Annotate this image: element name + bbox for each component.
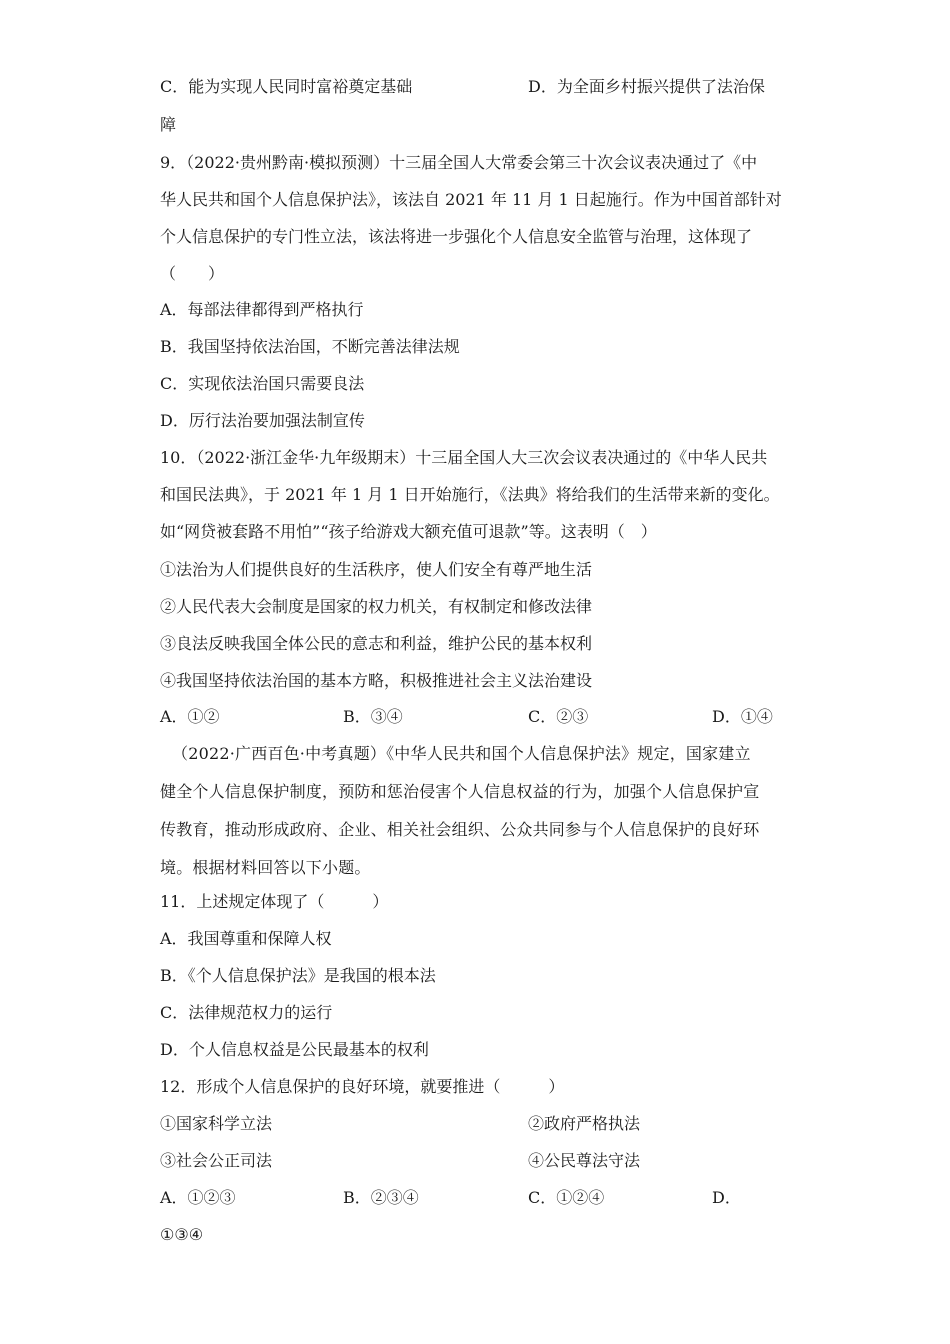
q11-option-d: D．个人信息权益是公民最基本的权利 [160,1040,429,1059]
material-line: 境。根据材料回答以下小题。 [160,858,371,877]
q9-option-c: C．实现依法治国只需要良法 [160,374,365,393]
q12-statement-3: ③社会公正司法 [160,1151,273,1170]
q11-option-a: A．我国尊重和保障人权 [160,929,332,948]
q8-option-c: C．能为实现人民同时富裕奠定基础 [160,77,413,96]
q10-option-d: D．①④ [712,707,773,726]
q9-option-d: D．厉行法治要加强法制宣传 [160,411,365,430]
q10-statement-3: ③良法反映我国全体公民的意志和利益，维护公民的基本权利 [160,634,593,653]
q12-option-c: C．①②④ [528,1188,605,1207]
q12-option-a: A．①②③ [160,1188,236,1207]
q11-stem: 11．上述规定体现了（ ） [160,892,389,911]
q12-statement-1: ①国家科学立法 [160,1114,273,1133]
q9-option-b: B．我国坚持依法治国，不断完善法律法规 [160,337,460,356]
q9-stem-line: 个人信息保护的专门性立法，该法将进一步强化个人信息安全监管与治理，这体现了 [160,227,753,246]
q10-statement-2: ②人民代表大会制度是国家的权力机关，有权制定和修改法律 [160,597,593,616]
material-line: （2022·广西百色·中考真题）《中华人民共和国个人信息保护法》规定，国家建立 [172,744,751,763]
q8-option-d-continued: 障 [160,115,177,134]
q12-option-d-continued: ①③④ [160,1225,204,1244]
material-line: 传教育，推动形成政府、企业、相关社会组织、公众共同参与个人信息保护的良好环 [160,820,760,839]
q10-stem-line: 10．（2022·浙江金华·九年级期末）十三届全国人大三次会议表决通过的《中华人民共 [160,448,768,467]
q10-statement-1: ①法治为人们提供良好的生活秩序，使人们安全有尊严地生活 [160,560,593,579]
q12-statement-2: ②政府严格执法 [528,1114,641,1133]
q8-option-d: D．为全面乡村振兴提供了法治保 [528,77,765,96]
q10-stem-line: 如“网贷被套路不用怕”“孩子给游戏大额充值可退款”等。这表明（ ） [160,522,657,541]
q10-stem-line: 和国民法典》，于 2021 年 1 月 1 日开始施行，《法典》将给我们的生活带来新的变化。 [160,485,780,504]
q9-stem-line: 华人民共和国个人信息保护法》，该法自 2021 年 11 月 1 日起施行。作为中国首部针对 [160,190,782,209]
q10-option-a: A．①② [160,707,220,726]
q10-statement-4: ④我国坚持依法治国的基本方略，积极推进社会主义法治建设 [160,671,593,690]
q9-stem-line: 9．（2022·贵州黔南·模拟预测）十三届全国人大常委会第三十次会议表决通过了《中 [160,153,758,172]
q9-answer-blank: （ ） [160,264,225,283]
q12-option-d: D． [712,1188,741,1207]
q9-option-a: A．每部法律都得到严格执行 [160,300,364,319]
q10-option-b: B．③④ [343,707,403,726]
q10-option-c: C．②③ [528,707,589,726]
q12-option-b: B．②③④ [343,1188,419,1207]
material-line: 健全个人信息保护制度，预防和惩治侵害个人信息权益的行为，加强个人信息保护宣 [160,782,760,801]
q12-statement-4: ④公民尊法守法 [528,1151,641,1170]
q12-stem: 12．形成个人信息保护的良好环境，就要推进（ ） [160,1077,565,1096]
q11-option-b: B．《个人信息保护法》是我国的根本法 [160,966,436,985]
q11-option-c: C．法律规范权力的运行 [160,1003,333,1022]
